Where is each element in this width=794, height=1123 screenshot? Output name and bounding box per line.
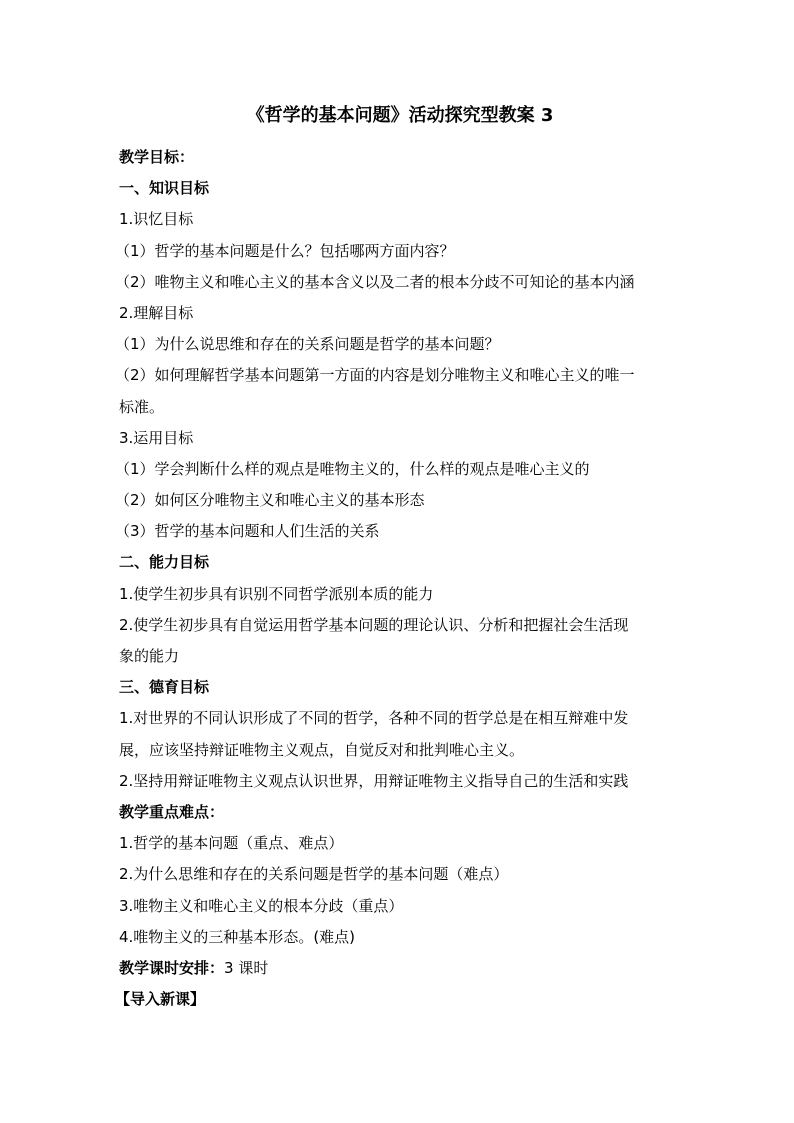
list-item-continuation: 标准。 [119, 397, 165, 416]
list-item: （2）如何理解哲学基本问题第一方面的内容是划分唯物主义和唯心主义的唯一 [115, 366, 635, 385]
heading-ability-goals: 二、能力目标 [119, 553, 210, 572]
subheading-application-goals: 3.运用目标 [119, 428, 194, 447]
list-item: （3）哲学的基本问题和人们生活的关系 [115, 522, 380, 541]
list-item: （1）哲学的基本问题是什么？包括哪两方面内容？ [115, 241, 455, 260]
schedule-label: 教学课时安排： [119, 958, 225, 977]
list-item: 2.使学生初步具有自觉运用哲学基本问题的理论认识、分析和把握社会生活现 [119, 615, 629, 634]
list-item: （2）唯物主义和唯心主义的基本含义以及二者的根本分歧不可知论的基本内涵 [115, 272, 635, 291]
list-item: 2.坚持用辩证唯物主义观点认识世界，用辩证唯物主义指导自己的生活和实践 [119, 771, 629, 790]
subheading-understanding-goals: 2.理解目标 [119, 303, 194, 322]
list-item: （2）如何区分唯物主义和唯心主义的基本形态 [115, 491, 425, 510]
list-item-continuation: 展，应该坚持辩证唯物主义观点，自觉反对和批判唯心主义。 [119, 740, 525, 759]
list-item: （1）为什么说思维和存在的关系问题是哲学的基本问题？ [115, 335, 500, 354]
document-body [115, 142, 679, 1015]
list-item: 1.哲学的基本问题（重点、难点） [119, 834, 344, 853]
list-item: 3.唯物主义和唯心主义的根本分歧（重点） [119, 896, 404, 915]
list-item: （1）学会判断什么样的观点是唯物主义的，什么样的观点是唯心主义的 [115, 459, 590, 478]
heading-teaching-goals: 教学目标： [119, 148, 195, 166]
heading-knowledge-goals: 一、知识目标 [119, 179, 210, 198]
document-title: 《哲学的基本问题》活动探究型教案 3 [246, 105, 554, 126]
list-item: 1.使学生初步具有识别不同哲学派别本质的能力 [119, 584, 434, 603]
list-item-continuation: 象的能力 [119, 647, 180, 665]
schedule-line [119, 953, 679, 984]
heading-moral-goals: 三、德育目标 [119, 678, 210, 697]
list-item: 1.对世界的不同认识形成了不同的哲学，各种不同的哲学总是在相互辩难中发 [119, 709, 629, 728]
list-item: 2.为什么思维和存在的关系问题是哲学的基本问题（难点） [119, 865, 509, 884]
heading-key-difficult-points: 教学重点难点： [119, 802, 225, 821]
section-heading-intro: 【导入新课】 [115, 990, 206, 1009]
schedule-value: 3 课时 [224, 958, 269, 977]
list-item: 4.唯物主义的三种基本形态。(难点) [119, 927, 356, 946]
subheading-memory-goals: 1.识忆目标 [119, 210, 194, 229]
